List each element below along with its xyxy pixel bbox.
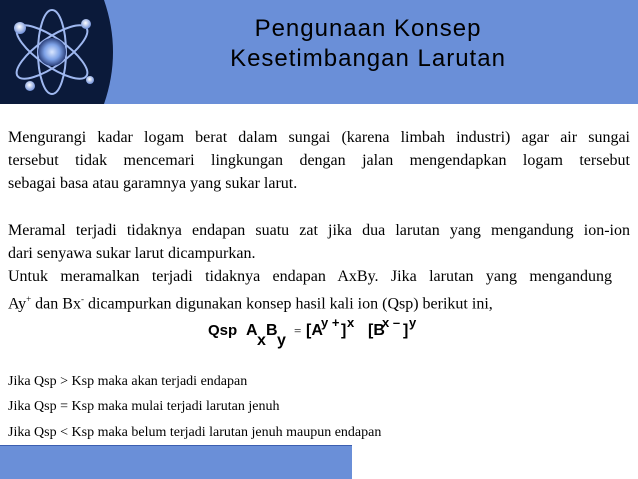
paragraph-2-line-4-text: dicampurkan digunakan konsep hasil kali ion (Qsp) berikut ini, [83,295,493,313]
atom-icon [0,0,122,104]
ion-ay: Ay [8,295,27,313]
statement-precipitate: Jika Qsp > Ksp maka akan terjadi endapan [8,374,248,389]
formula-sup-charge-2: x – [382,315,401,330]
footer-bar [0,445,352,479]
paragraph-2-line-4 [8,288,630,315]
paragraph-2-line-1: Meramal terjadi tidaknya endapan suatu zat jika dua larutan yang mengandung ion-ion [8,222,630,239]
formula-sup-charge-1: y + [321,315,340,330]
formula-open-a: [A [306,322,323,339]
page-title [158,14,578,74]
paragraph-2-line-3: Untuk meramalkan terjadi tidaknya endapan AxBy. Jika larutan yang mengandung [8,268,612,285]
formula-open-b: [B [368,322,385,339]
formula-sub-y: y [277,332,286,349]
ion-bx: dan Bx [31,295,81,313]
title-line-1: Pengunaan Konsep [254,15,482,42]
formula-exp-2: y [409,315,417,330]
formula-close-2: ] [403,322,409,339]
footer-divider [0,445,352,446]
formula-b: B [266,322,278,339]
formula-equals: = [294,323,302,338]
paragraph-1-line-1: Mengurangi kadar logam berat dalam sungai (karena limbah industri) agar air sungai [8,129,630,146]
paragraph-2-line-2: dari senyawa sukar larut dicampurkan. [8,245,256,262]
ion-ay-charge: + [26,294,32,304]
paragraph-1-line-3: sebagai basa atau garamnya yang sukar larut. [8,175,298,192]
statement-unsaturated: Jika Qsp < Ksp maka belum terjadi larutan jenuh maupun endapan [8,425,382,440]
formula-sub-x: x [257,332,266,349]
formula-exp-1: x [347,315,355,330]
formula-a: A [246,322,258,339]
formula-qsp: Qsp [208,322,238,339]
formula-close-1: ] [341,322,347,339]
paragraph-2 [8,219,630,315]
paragraph-1-line-2: tersebut tidak mencemari lingkungan dengan jalan mengendapkan logam tersebut [8,152,630,169]
paragraph-1 [8,126,630,195]
statement-saturated: Jika Qsp = Ksp maka mulai terjadi larutan jenuh [8,399,280,414]
title-line-2: Kesetimbangan Larutan [230,45,506,72]
ion-bx-charge: - [80,294,84,304]
